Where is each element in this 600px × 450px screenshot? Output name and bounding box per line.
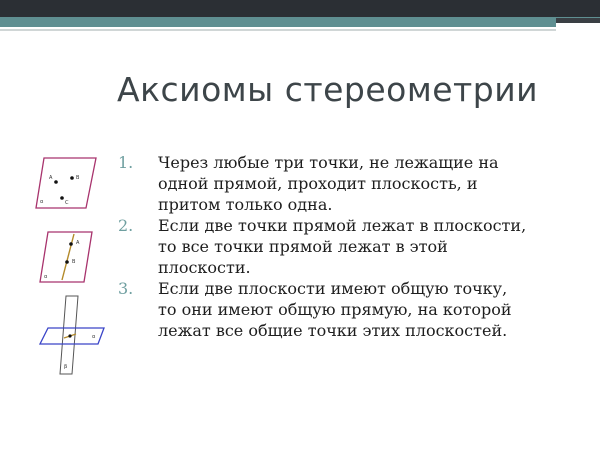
label-plane: α <box>44 274 48 280</box>
point-c <box>60 196 64 200</box>
label-beta: β <box>64 364 68 370</box>
axiom-text: Если две точки прямой лежат в плоскости, то все точки прямой лежат в этой плоскости. <box>158 216 527 277</box>
corner-decoration <box>556 18 600 32</box>
axiom-item-1 <box>118 152 588 215</box>
point-a <box>69 242 73 246</box>
label-plane: α <box>40 199 44 205</box>
axiom-text: Если две плоскости имеют общую точку, то они имеют общую прямую, на которой лежат все общие точки этих плоскостей. <box>158 279 512 340</box>
axiom-list <box>118 152 588 341</box>
axiom-number: 2. <box>118 216 134 235</box>
label-c: C <box>65 200 69 206</box>
axiom-item-3 <box>118 278 588 341</box>
plane-three-points-figure <box>34 156 106 212</box>
top-accent-bar <box>0 17 600 27</box>
label-b: B <box>76 175 80 181</box>
axiom-number: 1. <box>118 153 134 172</box>
label-a: A <box>76 240 80 246</box>
label-alpha: α <box>92 334 96 340</box>
label-b: B <box>72 259 76 265</box>
point-a <box>54 180 58 184</box>
line-in-plane-figure <box>38 230 98 286</box>
point-b <box>65 260 69 264</box>
top-divider <box>0 29 600 31</box>
label-a: A <box>49 175 53 181</box>
point-b <box>70 176 74 180</box>
common-point <box>68 334 71 337</box>
top-bar <box>0 0 600 17</box>
axiom-number: 3. <box>118 279 134 298</box>
axiom-text: Через любые три точки, не лежащие на одной прямой, проходит плоскость, и притом только одна. <box>158 153 499 214</box>
slide-title: Аксиомы стереометрии <box>117 70 539 109</box>
axiom-item-2 <box>118 215 588 278</box>
intersecting-planes-figure <box>36 294 108 378</box>
plane-parallelogram <box>40 232 92 282</box>
